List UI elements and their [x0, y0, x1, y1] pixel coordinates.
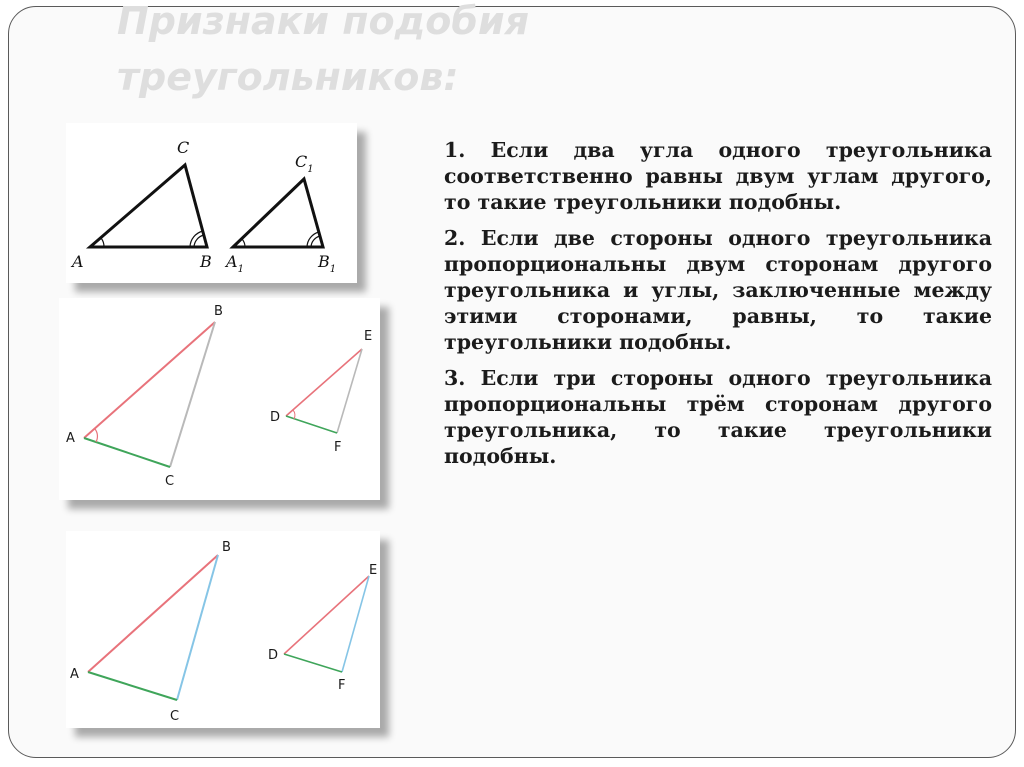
- side-df: [284, 654, 342, 672]
- vertex-label-f: F: [334, 440, 342, 455]
- side-ab: [88, 555, 218, 672]
- vertex-label-a1-sub: 1: [237, 264, 244, 275]
- vertex-label-d: D: [270, 410, 281, 425]
- figure-side-angle-side-drawing: [59, 298, 380, 500]
- vertex-label-b: B: [214, 304, 223, 319]
- figure-side-side-side-drawing: [66, 531, 380, 728]
- vertex-label-f: F: [338, 678, 346, 693]
- vertex-label-a1: [224, 252, 244, 275]
- angle-arc-b1-first: [311, 236, 320, 247]
- angle-arc-b1: [194, 235, 204, 247]
- vertex-label-b1: [317, 252, 336, 275]
- angle-arc-a: [95, 429, 97, 442]
- vertex-label-a1-letter: A: [226, 252, 238, 271]
- vertex-label-b1-sub: 1: [329, 264, 337, 275]
- side-de: [284, 576, 369, 654]
- vertex-label-a: A: [66, 431, 75, 446]
- side-bc: [177, 555, 218, 700]
- vertex-label-e: E: [364, 329, 373, 344]
- vertex-label-c: C: [165, 474, 175, 489]
- side-ef: [337, 349, 362, 433]
- figure-angle-angle: [66, 123, 357, 283]
- side-ac: [84, 438, 170, 467]
- vertex-label-a: A: [72, 252, 84, 271]
- criterion-side-side-side: 3. Если три стороны одного треугольника пропорциональны трём сторонам другого треугольника, то такие треугольники подобны.: [444, 366, 992, 468]
- angle-arc-b1-second: [307, 232, 319, 247]
- vertex-label-d: D: [268, 648, 279, 663]
- vertex-label-e: E: [369, 563, 378, 578]
- triangle-abc: [90, 165, 207, 247]
- side-ab: [84, 322, 215, 438]
- side-ac: [88, 672, 177, 700]
- vertex-label-c1: [295, 152, 314, 175]
- criterion-angle-angle: 1. Если два угла одного треугольника соответственно равны двум углам другого, то такие треугольники подобны.: [444, 138, 992, 214]
- vertex-label-b: B: [200, 252, 212, 271]
- side-df: [286, 416, 337, 433]
- figure-side-angle-side: [59, 298, 380, 500]
- similarity-criteria-text: [444, 137, 992, 479]
- figure-angle-angle-drawing: [66, 123, 357, 283]
- figure-side-side-side: [66, 531, 380, 728]
- slide-title-line-2: треугольников:: [117, 55, 459, 99]
- side-bc: [170, 322, 215, 467]
- triangle-a1b1c1: [233, 179, 323, 247]
- slide-title: [117, 0, 917, 105]
- vertex-label-c: C: [177, 138, 190, 157]
- vertex-label-b: B: [222, 540, 231, 555]
- vertex-label-c1-letter: C: [295, 152, 308, 171]
- vertex-label-a: A: [70, 667, 79, 682]
- vertex-label-b1-letter: B: [318, 252, 330, 271]
- vertex-label-c: C: [170, 709, 180, 724]
- vertex-label-c1-sub: 1: [307, 164, 314, 175]
- slide-title-line-1: Признаки подобия: [117, 0, 529, 43]
- criterion-side-angle-side: 2. Если две стороны одного треугольника пропорциональны двум сторонам другого треугольника и углы, заключенные между этими сторонами, равны, то такие треугольники подобны.: [444, 226, 992, 354]
- side-ef: [342, 576, 369, 672]
- side-de: [286, 349, 362, 416]
